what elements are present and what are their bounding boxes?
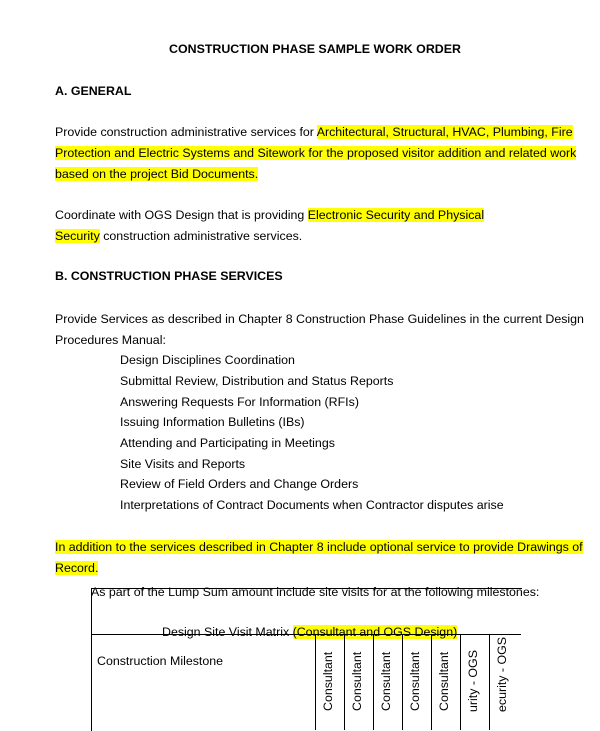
list-item: [98, 415, 305, 429]
highlighted-text: Record.: [55, 561, 99, 575]
highlighted-text: Security: [55, 229, 100, 243]
list-item: [98, 457, 245, 471]
text: Provide construction administrative services for: [55, 125, 317, 139]
list-item-text: Site Visits and Reports: [120, 457, 246, 471]
table-divider: [91, 634, 521, 635]
column-header: Consultant: [437, 651, 451, 711]
paragraph-coordinate-line-2: [55, 229, 302, 243]
list-item: [98, 436, 335, 450]
column-divider: [373, 634, 374, 730]
column-divider: [489, 634, 490, 730]
list-item: [98, 395, 359, 409]
optional-service-line-1: [55, 540, 583, 554]
text: Design Site Visit Matrix: [162, 625, 293, 639]
page-title: CONSTRUCTION PHASE SAMPLE WORK ORDER: [169, 42, 461, 56]
list-item-text: Answering Requests For Information (RFIs): [120, 395, 359, 409]
paragraph-general-line-2: [55, 146, 576, 160]
services-intro-line-2: Procedures Manual:: [55, 333, 166, 347]
list-item-text: Issuing Information Bulletins (IBs): [120, 415, 305, 429]
section-a-heading: A. GENERAL: [55, 84, 132, 98]
list-item: [98, 477, 358, 491]
column-divider: [460, 634, 461, 730]
optional-service-line-2: [55, 561, 98, 575]
column-header: ecurity - OGS: [495, 636, 509, 712]
highlighted-text: based on the project Bid Documents.: [55, 167, 259, 181]
row-label-construction-milestone: Construction Milestone: [97, 654, 224, 668]
list-item: [98, 353, 295, 367]
column-divider: [344, 634, 345, 730]
column-header: urity - OGS: [466, 650, 480, 712]
list-item: [98, 374, 393, 388]
list-item-text: Design Disciplines Coordination: [120, 353, 295, 367]
highlighted-text: In addition to the services described in Chapter 8 include optional service to provide Drawings of: [55, 540, 583, 554]
highlighted-text: (Consultant and OGS Design): [292, 625, 458, 639]
list-item-text: Submittal Review, Distribution and Status Reports: [120, 374, 394, 388]
paragraph-general-line-3: [55, 167, 258, 181]
column-header: Consultant: [350, 651, 364, 711]
section-b-heading: B. CONSTRUCTION PHASE SERVICES: [55, 269, 283, 283]
services-intro-line-1: Provide Services as described in Chapter 8 Construction Phase Guidelines in the current Design: [55, 312, 584, 326]
list-item-text: Review of Field Orders and Change Orders: [120, 477, 359, 491]
paragraph-general-line-1: [55, 125, 573, 139]
highlighted-text: Electronic Security and Physical: [307, 208, 485, 222]
lump-sum-text: As part of the Lump Sum amount include site visits for at the following milestones:: [91, 585, 540, 599]
highlighted-text: Architectural, Structural, HVAC, Plumbing, Fire: [316, 125, 573, 139]
text: Coordinate with OGS Design that is providing: [55, 208, 308, 222]
list-item-text: Attending and Participating in Meetings: [120, 436, 335, 450]
highlighted-text: Protection and Electric Systems and Sitework for the proposed visitor addition and related work: [55, 146, 577, 160]
column-header: Consultant: [379, 651, 393, 711]
list-item: [98, 498, 504, 512]
column-header: Consultant: [408, 651, 422, 711]
matrix-header: [162, 625, 457, 639]
column-divider: [431, 634, 432, 730]
list-item-text: Interpretations of Contract Documents when Contractor disputes arise: [120, 498, 504, 512]
paragraph-coordinate-line-1: [55, 208, 484, 222]
text: construction administrative services.: [99, 229, 303, 243]
column-header: Consultant: [321, 651, 335, 711]
column-divider: [315, 634, 316, 730]
column-divider: [402, 634, 403, 730]
